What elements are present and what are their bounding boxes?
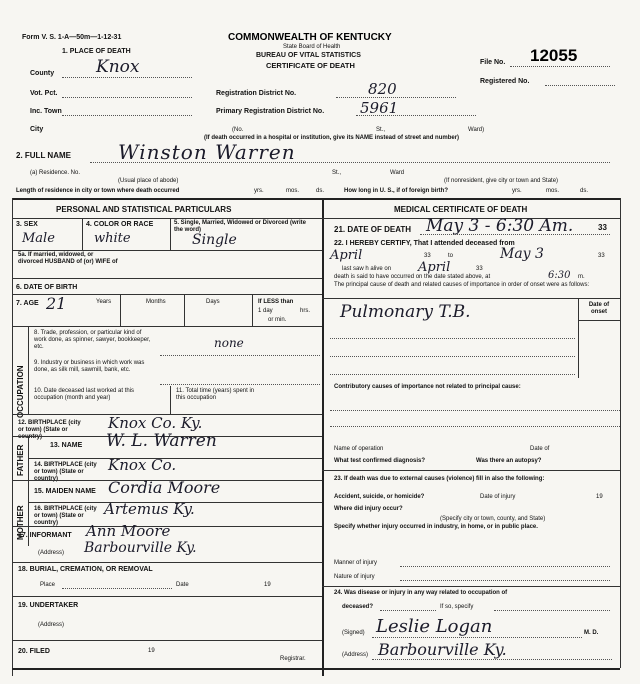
full-name-label: 2. FULL NAME [16, 151, 71, 160]
certify-label: 22. I HEREBY CERTIFY, That I attended deceased from [334, 240, 515, 247]
reg-district-label: Registration District No. [216, 90, 297, 97]
bureau-name: BUREAU OF VITAL STATISTICS [256, 52, 361, 59]
city-st-label: St., [376, 127, 386, 133]
length-mos: mos. [286, 188, 300, 194]
age-days-label: Days [206, 299, 220, 305]
form-number: Form V. S. 1-A—50m—1-12-31 [22, 34, 122, 41]
father-name-label: 13. NAME [50, 442, 83, 449]
color-value: white [94, 231, 131, 246]
certificate-title: CERTIFICATE OF DEATH [266, 61, 355, 70]
city-no-label: (No. [232, 127, 244, 133]
maiden-name-value: Cordia Moore [108, 478, 221, 497]
hospital-note: (If death occurred in a hospital or institution, give its NAME instead of street and number) [204, 135, 460, 141]
mother-side-label: MOTHER [16, 505, 25, 540]
age-months-label: Months [146, 299, 166, 305]
us-ds: ds. [580, 188, 589, 194]
father-side-label: FATHER [16, 444, 25, 476]
manner-injury-label: Manner of injury [334, 560, 378, 566]
us-mos: mos. [546, 188, 560, 194]
full-name-value: Winston Warren [118, 140, 296, 164]
age-value: 21 [46, 294, 67, 313]
birthplace-label: 12. BIRTHPLACE (city or town) (State or country) [18, 420, 81, 440]
filed-year-prefix: 19 [148, 648, 155, 654]
nature-injury-label: Nature of injury [334, 574, 375, 580]
date-of-death-value: May 3 - 6:30 Am. [426, 216, 574, 236]
reg-district-value: 820 [368, 80, 397, 98]
hrs-label: hrs. [300, 308, 311, 314]
personal-heading: PERSONAL AND STATISTICAL PARTICULARS [56, 205, 232, 214]
residence-st-label: St., [332, 170, 342, 176]
filed-label: 20. FILED [18, 648, 50, 655]
nonresident-note: (If nonresident, give city or town and State) [444, 178, 559, 184]
how-long-us-label: How long in U. S., if of foreign birth? [344, 188, 448, 194]
occupation-8-value: none [214, 336, 244, 350]
cause-of-death-value: Pulmonary T.B. [340, 302, 471, 322]
disease-occupation-label: 24. Was disease or injury in any way related to occupation of [334, 590, 508, 596]
occupation-10-label: 10. Date deceased last worked at this occupation (month and year) [34, 388, 135, 401]
residence-ward-label: Ward [390, 170, 405, 176]
registered-no-label: Registered No. [480, 78, 530, 85]
signed-label: (Signed) [342, 630, 365, 636]
md-label: M. D. [584, 630, 599, 636]
time-of-death-value: 6:30 [548, 270, 571, 281]
one-day-label: 1 day [258, 308, 273, 314]
sex-label: 3. SEX [16, 221, 38, 228]
last-saw-year: 33 [476, 266, 483, 272]
time-suffix: m. [578, 274, 585, 280]
us-yrs: yrs. [512, 188, 522, 194]
specify-industry-note: Specify whether injury occurred in industry, in home, or in public place. [334, 524, 538, 530]
color-label: 4. COLOR OR RACE [86, 221, 154, 228]
primary-district-value: 5961 [360, 99, 399, 117]
attended-from-year: 33 [424, 253, 431, 259]
burial-place-label: Place [40, 582, 56, 588]
undertaker-label: 19. UNDERTAKER [18, 602, 79, 609]
vot-pct-label: Vot. Pct. [30, 90, 58, 97]
length-residence-label: Length of residence in city or town where death occurred [16, 188, 180, 194]
attended-from-value: April [330, 248, 363, 263]
file-number: 12055 [530, 46, 578, 65]
age-label: 7. AGE [16, 300, 39, 307]
deceased-label: deceased? [342, 604, 374, 610]
board-name: State Board of Health [283, 44, 341, 50]
mother-birthplace-label: 16. BIRTHPLACE (city or town) (State or country) [34, 506, 97, 526]
residence-label: (a) Residence. No. [30, 170, 81, 176]
county-label: County [30, 70, 55, 77]
or-min-label: or min. [268, 317, 287, 323]
birthplace-value: Knox Co. Ky. [108, 414, 203, 432]
external-causes-label: 23. If death was due to external causes (violence) fill in also the following: [334, 476, 545, 482]
medical-heading: MEDICAL CERTIFICATE OF DEATH [394, 205, 528, 214]
status-value: Single [192, 232, 237, 248]
father-birthplace-value: Knox Co. [108, 456, 177, 474]
last-saw-label: last saw h alive on [342, 266, 392, 272]
mother-birthplace-value: Artemus Ky. [104, 500, 195, 518]
age-years-label: Years [96, 299, 112, 305]
registrar-label: Registrar. [280, 656, 306, 662]
specify-location-note: (Specify city or town, county, and State) [440, 516, 546, 522]
dob-label: 6. DATE OF BIRTH [16, 284, 78, 291]
occupation-side-label: OCCUPATION [16, 365, 25, 418]
usual-place-note: (Usual place of abode) [118, 178, 179, 184]
operation-date-label: Date of [530, 446, 550, 452]
contributory-label: Contributory causes of importance not related to principal cause: [334, 384, 521, 390]
burial-date-label: Date [176, 582, 189, 588]
informant-value: Ann Moore [86, 522, 171, 540]
doctor-address-label: (Address) [342, 652, 369, 658]
attended-to-year: 33 [598, 253, 605, 259]
date-of-death-label: 21. DATE OF DEATH [334, 225, 412, 234]
occupation-11-label: 11. Total time (years) spent in this occupation [176, 388, 255, 401]
length-ds: ds. [316, 188, 325, 194]
city-label: City [30, 126, 44, 133]
primary-district-label: Primary Registration District No. [216, 108, 325, 115]
length-yrs: yrs. [254, 188, 264, 194]
occupation-8-label: 8. Trade, profession, or particular kind of work done, as spinner, sawyer, bookkeeper, etc. [34, 330, 151, 350]
maiden-name-label: 15. MAIDEN NAME [34, 488, 96, 495]
occupation-9-label: 9. Industry or business in which work was done, as silk mill, sawmill, bank, etc. [34, 360, 145, 373]
last-saw-value: April [418, 260, 451, 275]
informant-address-label: (Address) [38, 550, 65, 556]
file-no-label: File No. [480, 59, 506, 66]
spouse-label: 5a. If married, widowed, or divorced HUSBAND of (or) WIFE of [18, 252, 118, 265]
place-of-death-heading: 1. PLACE OF DEATH [62, 48, 131, 55]
attended-to-value: May 3 [500, 246, 544, 262]
informant-address-value: Barbourville Ky. [84, 540, 197, 556]
father-name-value: W. L. Warren [106, 431, 217, 451]
operation-label: Name of operation [334, 446, 384, 452]
father-birthplace-label: 14. BIRTHPLACE (city or town) (State or country) [34, 462, 97, 482]
diagnosis-label: What test confirmed diagnosis? [334, 458, 426, 464]
date-of-death-year: 33 [598, 223, 607, 232]
state-heading: COMMONWEALTH OF KENTUCKY [228, 32, 392, 43]
to-label: to [448, 253, 454, 259]
accident-label: Accident, suicide, or homicide? [334, 494, 425, 500]
undertaker-address-label: (Address) [38, 622, 65, 628]
status-label: 5. Single, Married, Widowed or Divorced (write the word) [174, 220, 306, 233]
signed-value: Leslie Logan [376, 616, 493, 637]
if-so-label: If so, specify [440, 604, 474, 610]
doctor-address-value: Barbourville Ky. [378, 640, 507, 659]
where-injury-label: Where did injury occur? [334, 506, 403, 512]
date-of-onset-label: Date of onset [588, 302, 610, 315]
less-than-label: If LESS than [258, 299, 294, 305]
injury-date-label: Date of injury [480, 494, 516, 500]
injury-year-prefix: 19 [596, 494, 603, 500]
burial-year-prefix: 19 [264, 582, 271, 588]
death-said-text: death is said to have occurred on the date stated above, at [334, 274, 491, 280]
autopsy-label: Was there an autopsy? [476, 458, 542, 464]
inc-town-label: Inc. Town [30, 108, 62, 115]
city-ward-label: Ward) [468, 127, 485, 133]
informant-label: 17. INFORMANT [18, 532, 72, 539]
principal-cause-text: The principal cause of death and related causes of importance in order of onset were as follows: [334, 282, 590, 288]
burial-label: 18. BURIAL, CREMATION, OR REMOVAL [18, 566, 153, 573]
county-value: Knox [96, 57, 140, 77]
sex-value: Male [22, 231, 55, 246]
